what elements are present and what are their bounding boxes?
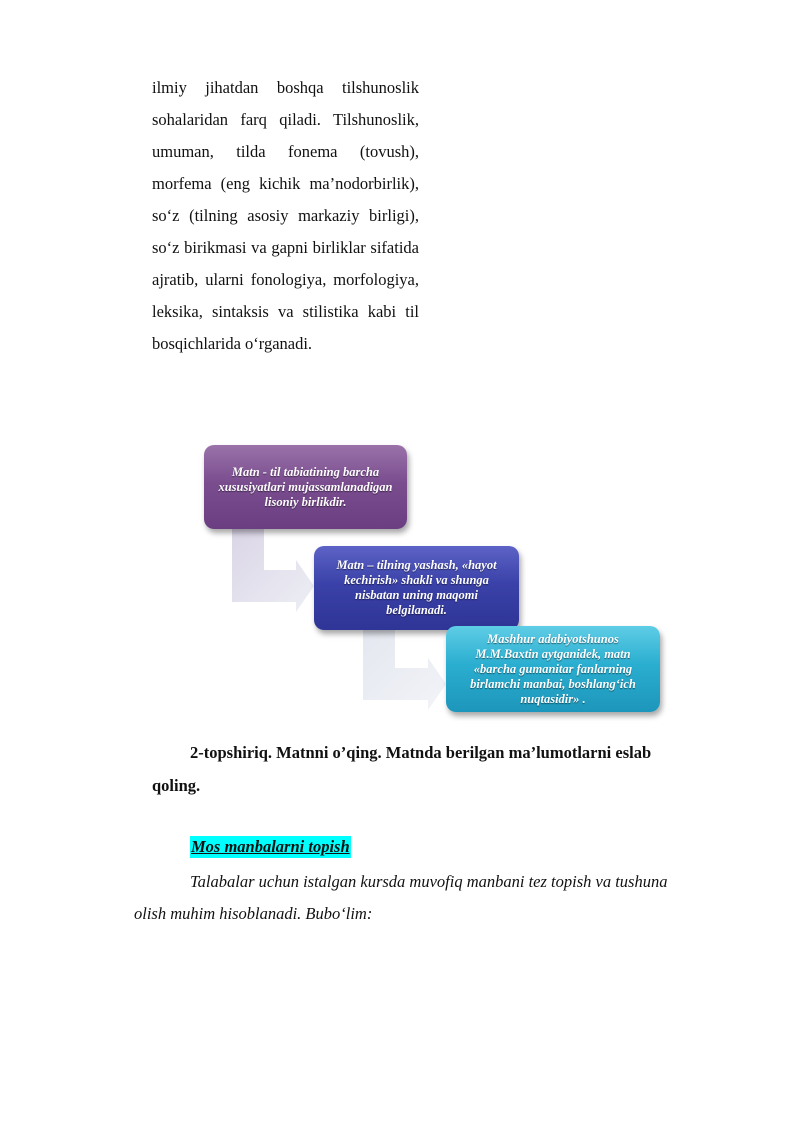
diagram-box-2-text: Matn – tilning yashash, «hayot kechirish» shakli va shunga nisbatan uning maqomi belgilanadi. [336, 558, 497, 617]
bent-arrow-1 [232, 529, 314, 612]
diagram-box-1-text: Matn - til tabiatining barcha xususiyatlari mujassamlanadigan lisoniy birlikdir. [218, 464, 393, 509]
task-instruction [152, 736, 742, 802]
diagram-box-2 [314, 546, 519, 630]
task-line-2: qoling. [152, 776, 201, 795]
task-line-1: 2-topshiriq. Matnni o’qing. Matnda berilgan ma’lumotlarni eslab [190, 743, 652, 762]
intro-paragraph: ilmiy jihatdan boshqa tilshunoslik sohalaridan farq qiladi. Tilshunoslik, umuman, tilda fonema (tovush), morfema (eng kichik ma’nodorbirlik), so‘z (tilning asosiy markaziy birligi), so‘z birikmasi va gapni birliklar sifatida ajratib, ularni fonologiya, morfologiya, leksika, sintaksis va stilistika kabi til bosqichlarida o‘rganadi. [152, 78, 419, 353]
diagram-box-3 [446, 626, 660, 712]
diagram-box-1 [204, 445, 407, 529]
section-paragraph-line-1: Talabalar uchun istalgan kursda muvofiq manbani tez topish va tushuna [190, 872, 668, 891]
section-paragraph-line-2: olish muhim hisoblanadi. Bubo‘lim: [134, 904, 373, 923]
diagram-box-3-text: Mashhur adabiyotshunos M.M.Baxtin aytganidek, matn «barcha gumanitar fanlarning birlamchi manbai, boshlang‘ich nuqtasidir» . [470, 631, 636, 706]
intro-paragraph-block [152, 72, 419, 360]
bent-arrow-2 [363, 630, 446, 710]
section-heading: Mos manbalarni topish [191, 837, 350, 856]
section-paragraph [134, 866, 742, 930]
